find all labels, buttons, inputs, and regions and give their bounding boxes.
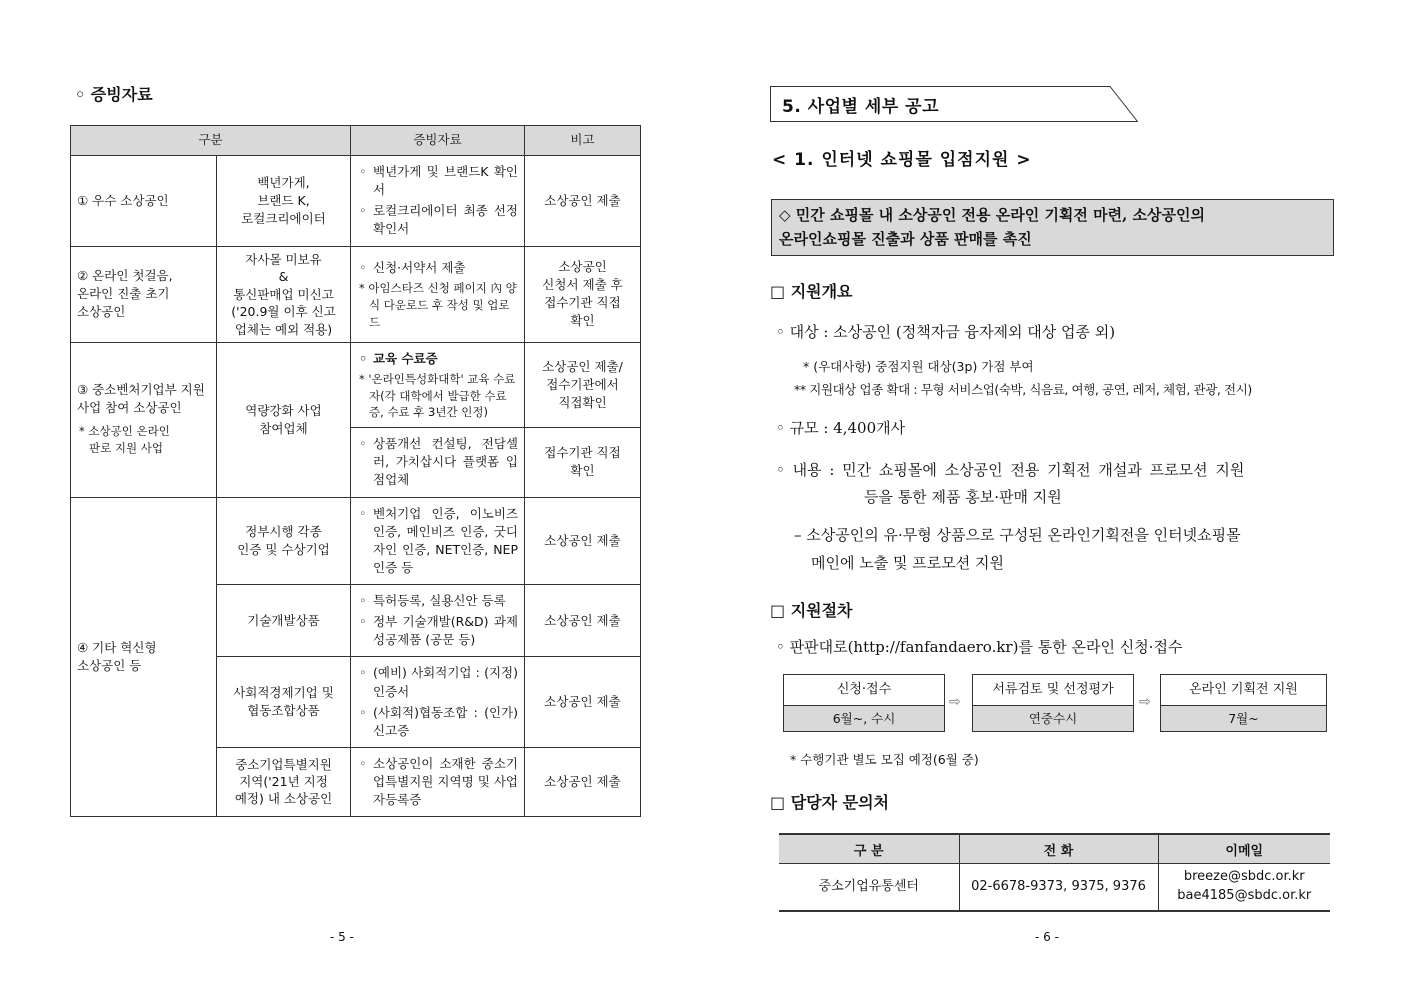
- overview-scale: ◦ 규모 : 4,400개사: [776, 419, 906, 437]
- row-subcategory: 기술개발상품: [217, 585, 351, 657]
- page-number-right: - 6 -: [1035, 930, 1059, 944]
- contact-header: 전 화: [959, 834, 1158, 864]
- row-evidence: [351, 657, 525, 748]
- table-row: [71, 156, 641, 247]
- flow-step-title: 신청·접수: [784, 675, 944, 706]
- contact-heading: □ 담당자 문의처: [770, 793, 889, 812]
- row-remark: 접수기관 직접 확인: [525, 428, 641, 497]
- row-category: [71, 343, 217, 498]
- row-evidence: [351, 246, 525, 343]
- row-evidence: [351, 343, 525, 428]
- header-category: 구분: [71, 126, 351, 156]
- flow-step-period: 7월~: [1161, 706, 1326, 731]
- overview-target-note: ** 지원대상 업종 확대 : 무형 서비스업(숙박, 식음료, 여행, 공연, 레저, 체험, 관광, 전시): [794, 382, 1252, 397]
- objective-text: ◇ 민간 쇼핑몰 내 소상공인 전용 온라인 기획전 마련, 소상공인의 온라인쇼핑몰 진출과 상품 판매를 촉진: [779, 206, 1206, 248]
- table-row: [71, 343, 641, 428]
- overview-heading: □ 지원개요: [770, 282, 853, 301]
- section-title: 5. 사업별 세부 공고: [782, 97, 939, 117]
- arrow-right-icon: ⇨: [1139, 694, 1151, 710]
- row-subcategory: 사회적경제기업 및 협동조합상품: [217, 657, 351, 748]
- evidence-item: ◦ 신청·서약서 제출: [357, 259, 518, 277]
- row-subcategory: 자사몰 미보유 & 통신판매업 미신고 ('20.9월 이후 신고 업체는 예외 적용): [217, 246, 351, 343]
- row-remark: 소상공인 제출/ 접수기관에서 직접확인: [525, 343, 641, 428]
- flow-step-period: 연중수시: [973, 706, 1133, 731]
- overview-target-note: * (우대사항) 중점지원 대상(3p) 가점 부여: [803, 359, 1034, 374]
- evidence-item: ◦ 백년가게 및 브랜드K 확인서: [357, 163, 518, 199]
- row-category: ④ 기타 혁신형 소상공인 등: [71, 497, 217, 817]
- evidence-item: ◦ 소상공인이 소재한 중소기업특별지원 지역명 및 사업자등록증: [357, 755, 518, 809]
- contact-row: [779, 864, 1330, 912]
- row-remark: 소상공인 제출: [525, 657, 641, 748]
- contact-header-row: [779, 834, 1330, 864]
- program-title: < 1. 인터넷 쇼핑몰 입점지원 >: [772, 150, 1032, 170]
- overview-content: 등을 통한 제품 홍보·판매 지원: [864, 488, 1062, 506]
- evidence-note: * 아임스타즈 신청 페이지 內 양식 다운로드 후 작성 및 업로드: [359, 281, 517, 329]
- row-remark: 소상공인 제출: [525, 497, 641, 585]
- flow-step: [972, 674, 1134, 732]
- overview-content: ◦ 내용 : 민간 쇼핑몰에 소상공인 전용 기획전 개설과 프로모션 지원: [776, 461, 1245, 479]
- evidence-item: ◦ 특허등록, 실용신안 등록: [357, 592, 518, 610]
- row-remark: 소상공인 신청서 제출 후 접수기관 직접 확인: [525, 246, 641, 343]
- evidence-item: ◦ 상품개선 컨설팅, 전담셀러, 가치삽시다 플랫폼 입점업체: [357, 435, 518, 489]
- header-evidence: 증빙자료: [351, 126, 525, 156]
- evidence-item: ◦ 로컬크리에이터 최종 선정 확인서: [357, 202, 518, 238]
- procedure-heading: □ 지원절차: [770, 601, 853, 620]
- row-evidence: [351, 428, 525, 497]
- contact-email: [1158, 864, 1330, 912]
- row-subcategory: 중소기업특별지원 지역('21년 지정 예정) 내 소상공인: [217, 747, 351, 816]
- evidence-item: ◦ 벤처기업 인증, 이노비즈 인증, 메인비즈 인증, 굿디자인 인증, NET인증, NEP인증 등: [357, 505, 518, 578]
- evidence-table: [70, 125, 641, 817]
- overview-detail: 메인에 노출 및 프로모션 지원: [811, 554, 1004, 572]
- row-evidence: [351, 747, 525, 816]
- table-row: [71, 497, 641, 585]
- category-label: ③ 중소벤처기업부 지원 사업 참여 소상공인: [77, 381, 205, 416]
- row-subcategory: 백년가게, 브랜드 K, 로컬크리에이터: [217, 156, 351, 247]
- table-row: [71, 246, 641, 343]
- row-subcategory: 정부시행 각종 인증 및 수상기업: [217, 497, 351, 585]
- row-remark: 소상공인 제출: [525, 747, 641, 816]
- row-category: ① 우수 소상공인: [71, 156, 217, 247]
- table-header-row: [71, 126, 641, 156]
- email-link[interactable]: bae4185@sbdc.or.kr: [1177, 888, 1312, 903]
- row-evidence: [351, 585, 525, 657]
- contact-header: 이메일: [1158, 834, 1330, 864]
- row-evidence: [351, 497, 525, 585]
- row-remark: 소상공인 제출: [525, 585, 641, 657]
- procedure-text: ◦ 판판대로(http://fanfandaero.kr)를 통한 온라인 신청·접수: [776, 638, 1183, 656]
- category-note: * 소상공인 온라인 판로 지원 사업: [79, 424, 170, 455]
- flow-step: [783, 674, 945, 732]
- flow-step-period: 6월~, 수시: [784, 706, 944, 731]
- evidence-item: ◦ (사회적)협동조합 : (인가)신고증: [357, 704, 518, 740]
- evidence-item: ◦ (예비) 사회적기업 : (지정)인증서: [357, 664, 518, 700]
- contact-header: 구 분: [779, 834, 959, 864]
- row-remark: 소상공인 제출: [525, 156, 641, 247]
- flow-step-title: 온라인 기획전 지원: [1161, 675, 1326, 706]
- evidence-note: * '온라인특성화대학' 교육 수료자(각 대학에서 발급한 수료증, 수료 후 3년간 인정): [359, 372, 516, 420]
- flow-step: [1160, 674, 1327, 732]
- evidence-item: ◦ 교육 수료증: [357, 350, 518, 368]
- row-evidence: [351, 156, 525, 247]
- contact-org: 중소기업유통센터: [779, 864, 959, 912]
- email-link[interactable]: breeze@sbdc.or.kr: [1183, 869, 1305, 885]
- row-subcategory: 역량강화 사업 참여업체: [217, 343, 351, 498]
- page-number-left: - 5 -: [330, 930, 354, 944]
- header-remark: 비고: [525, 126, 641, 156]
- procedure-note: * 수행기관 별도 모집 예정(6월 중): [790, 752, 979, 767]
- contact-table: [779, 833, 1330, 912]
- overview-detail: – 소상공인의 유·무형 상품으로 구성된 온라인기획전을 인터넷쇼핑몰: [794, 526, 1241, 544]
- row-category: ② 온라인 첫걸음, 온라인 진출 초기 소상공인: [71, 246, 217, 343]
- arrow-right-icon: ⇨: [949, 694, 961, 710]
- contact-phone: 02-6678-9373, 9375, 9376: [959, 864, 1158, 912]
- evidence-item: ◦ 정부 기술개발(R&D) 과제 성공제품 (공문 등): [357, 613, 518, 649]
- evidence-heading: ◦ 증빙자료: [75, 85, 153, 104]
- flow-step-title: 서류검토 및 선정평가: [973, 675, 1133, 706]
- overview-target: ◦ 대상 : 소상공인 (정책자금 융자제외 대상 업종 외): [776, 323, 1116, 341]
